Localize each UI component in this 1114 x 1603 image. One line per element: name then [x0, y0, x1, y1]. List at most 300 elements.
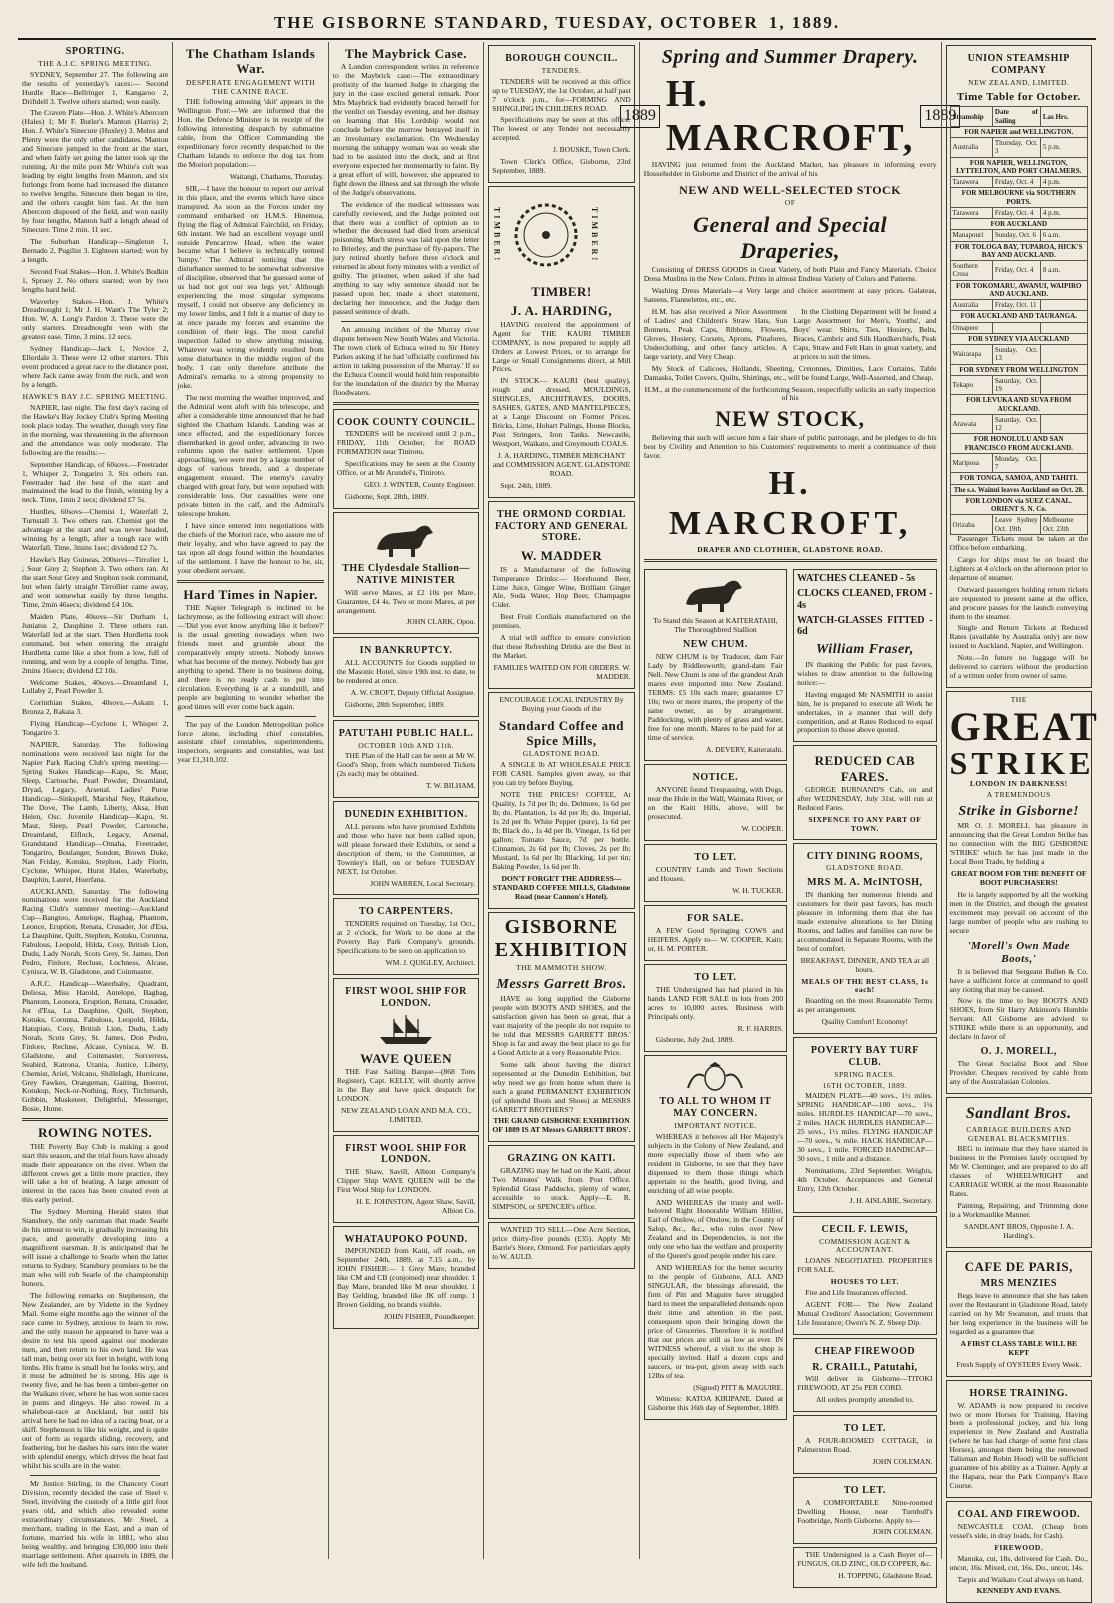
ad-text: IN STOCK— KAURI (best quality), rough and dressed, MOULDINGS, SHINGLES, ARCHITRAVES, DOORS, SASHES, GATES, AND MANTELPIECES, at a Large Discount on Former Prices. Bricks, Lime, Hobart Palings, House Blocks, Post Stringers, Iron Tanks. Newcastle, Westport, Waikato, and Greymouth COALS.: [492, 376, 631, 449]
horse-training-heading: HORSE TRAINING.: [969, 1387, 1068, 1399]
timetable-route-cell: FOR AUCKLAND: [950, 219, 1087, 230]
firewood-ad: [793, 1338, 936, 1412]
land-to-let-ad: [644, 964, 787, 1052]
exhibition-sub: THE MAMMOTH SHOW.: [516, 962, 607, 972]
marcroft-ladies: H.M. has also received a Nice Assortment of Ladies' and Children's Straw Hats, Sun Bonnets, Peak Caps, Ribbons, Flowers, Gloves, Hosiery, Corsets, Aprons, Pinafores, Underclothing, and other fancy articles. A large variety, and Very Cheap.: [643, 306, 788, 361]
ad-agents: NEW ZEALAND LOAN AND M.A. CO., LIMITED.: [341, 1105, 472, 1124]
ad-signature: J. A. HARDING, TIMBER MERCHANT and COMMISSION AGENT, GLADSTONE ROAD.: [492, 451, 631, 478]
timetable-cell: Australia: [950, 138, 992, 158]
coal-heading: COAL AND FIREWOOD.: [957, 1509, 1081, 1521]
ad-text: GEORGE BURNAND'S Cab, on and after WEDNESDAY, July 31st, will run at Reduced Fares.: [797, 785, 933, 812]
timetable-row: [950, 126, 1087, 137]
timetable-cell: [1040, 414, 1087, 434]
to-let-heading: TO LET.: [694, 972, 737, 984]
turf-date: 16TH OCTOBER, 1889.: [822, 1080, 908, 1090]
cafe-de-paris-ad: [946, 1251, 1092, 1377]
ad-text: Outward passengers holding return tickets are requested to present same at the office, and procure passes for the launch conveying them to the steamer.: [949, 584, 1088, 621]
ad-text: Best Fruit Cordials manufactured on the premises.: [492, 612, 631, 631]
ad-text: WHEREAS it behoves all Her Majesty's subjects in the Colony of New Zealand, and more especially those of them who are resident in Gisborne, to see that they have dispensed to them those things which appertain to the health, good living, and enriching of all wise people.: [647, 1131, 784, 1195]
coffee-footer: DON'T FORGET THE ADDRESS— STANDARD COFFEE MILLS, Gladstone Road (near Cannon's Hotel).: [492, 873, 631, 901]
ad-text: AGENT FOR— The New Zealand Mutual Creditors' Association; Government Life Insurance; Owen's N. Z. Sheep Dip.: [797, 1299, 933, 1327]
to-let-heading: TO LET.: [843, 1423, 886, 1435]
timetable-row: [950, 207, 1087, 218]
marcroft-text: Consisting of DRESS GOODS in Great Variety, of both Plain and Fancy Materials. Choice Dress Muslins in the New Colors. Prints in almost Endless Variety of Colors and Patterns.: [643, 265, 937, 284]
dining-rooms-ad: [793, 843, 936, 1035]
timetable-cell: Sunday, Oct. 13: [992, 345, 1040, 365]
drapery-header: Spring and Summer Drapery.: [661, 46, 919, 68]
timetable-row: [950, 515, 1087, 535]
exhibition-footer: THE GRAND GISBORNE EXHIBITION OF 1889 IS AT Messrs GARRETT BROS'.: [492, 1116, 631, 1135]
great-strike-ad: [946, 691, 1099, 1094]
timetable-row: [950, 241, 1087, 261]
hard-times-para: THE Napier Telegraph is inclined to be lachrymose, as the following extract will show:—'Did you ever know anything like it before?' is the usual greeting nowadays when two friends meet and grumble about the comparatively empty streets. Nobody knows what has become of the money. Nobody has got anything to spend. There is no business doing, and there is no ready cash to put into circulation. Everything is at a standstill, and people are beginning to wonder whether the good times will ever come back again.: [177, 603, 324, 711]
carpenters-ad: [333, 898, 479, 974]
divider: [333, 402, 479, 405]
strike-the: THE: [1010, 695, 1027, 705]
trespass-notice-ad: [644, 764, 787, 840]
column-3: [328, 42, 483, 1559]
timetable-row: [950, 219, 1087, 230]
chatham-subheading: DESPERATE ENGAGEMENT WITH THE CANINE RACE.: [185, 77, 316, 96]
ad-text: He is largely supported by all the working men in the District, and though the greatest excitement may prevail on account of the large number of people who are rushing to secure: [949, 889, 1088, 935]
sporting-para: Second Foal Stakes—Hon. J. White's Bodkin 1, Spruey 2. No others started; won by two lengths hard held.: [22, 266, 169, 294]
column-4: [483, 42, 638, 1559]
timber-ad: [488, 186, 634, 498]
marcroft-year: 1889: [920, 105, 960, 128]
firewood-sub: FIREWOOD.: [994, 1542, 1044, 1552]
harding-name: J. A. HARDING,: [510, 303, 613, 319]
timetable-row: [950, 484, 1087, 495]
ad-signature: W. COOPER.: [741, 823, 784, 833]
to-let-ad: [644, 844, 787, 903]
timetable-row: [950, 311, 1087, 322]
ad-signature: JOHN CLARK, Opou.: [406, 617, 476, 627]
chatham-para: The next morning the weather improved, and the Admiral went aloft with his telescope, and after a considerable time announced that he had sighted the Chatham Islands. Landing was at once effected, and the expeditionary forces disembarked in good order, advancing in two columns upon the native settlement. Upon approaching, we were met by a large number of dogs of various breeds, and a desperate engagement ensued. The enemy's cavalry charged with great fury, but were repulsed with considerable loss. Our casualties were one private bitten in the calf, and the Admiral's telescope broken.: [177, 392, 324, 519]
ad-date: Sept. 24th, 1889.: [500, 480, 552, 490]
timetable-row: [950, 230, 1087, 241]
coffee-address: GLADSTONE ROAD.: [522, 749, 601, 759]
dunedin-heading: DUNEDIN EXHIBITION.: [344, 809, 468, 821]
turf-heading: POVERTY BAY TURF CLUB.: [810, 1045, 919, 1068]
ad-text: Fresh Supply of OYSTERS Every Week.: [956, 1359, 1082, 1369]
divider: [22, 1118, 168, 1121]
masthead-title: THE GISBORNE STANDARD, TUESDAY, OCTOBER: [273, 13, 759, 32]
shaw-savill-ad: [333, 1135, 479, 1223]
new-chum-ad: [644, 569, 787, 761]
timetable-cell: Thursday, Oct. 3: [992, 138, 1040, 158]
timetable-cell: Wairarapa: [950, 345, 992, 365]
mcintosh-name: MRS M. A. McINTOSH,: [807, 877, 923, 889]
murray-para: An amusing incident of the Murray river dispute between New South Wales and Victoria. The town clerk of Echuca wired to Sir Henry Parkes asking if he had 'officially confirmed his action in taking possession of the Murray.' If so the Echuca Council would hold him responsible for the inundation of the district by the Murray floodwaters.: [332, 325, 480, 397]
timetable-cell: Mariposa: [950, 453, 992, 473]
divider: [644, 559, 937, 562]
timetable-row: [950, 157, 1087, 177]
ad-date: Gisborne, July 2nd, 1889.: [655, 1035, 735, 1045]
bankruptcy-heading: IN BANKRUPTCY.: [359, 645, 453, 657]
ad-text: All orders promptly attended to.: [816, 1395, 914, 1405]
ad-text: WANTED TO SELL—One Acre Section, price thirty-five pounds (£35). Apply Mr Barrie's Store, Ormond. For particulars apply to W. AULD.: [492, 1224, 631, 1261]
timetable-cell: [992, 322, 1040, 333]
lewis-title: COMMISSION AGENT & ACCOUNTANT.: [819, 1236, 911, 1255]
timetable-cell: Omapere: [950, 322, 992, 333]
police-para: The pay of the London Metropolitan police force alone, including chief constables, assistant chief constables, superintendents, inspectors, sergeants and constables, was last year £1,310,102.: [177, 719, 324, 765]
timetable-cell: 8 a.m.: [1040, 261, 1087, 281]
timetable-cell: Australia: [950, 300, 992, 311]
borough-heading: BOROUGH COUNCIL.: [505, 53, 618, 64]
divider: [341, 321, 471, 322]
new-stock-banner: NEW STOCK,: [715, 406, 866, 432]
turf-club-ad: [793, 1037, 936, 1213]
marcroft-stock-heading: NEW AND WELL-SELECTED STOCK: [679, 183, 902, 198]
for-sale-ad: [644, 905, 787, 961]
ad-text: THE Shaw, Savill, Albion Company's Clipper Ship WAVE QUEEN will be the First Wool Ship for LONDON.: [336, 1167, 476, 1195]
ad-text: ANYONE found Trespassing, with Dogs, near the Hole in the Wall, Waimata River, or on the Kaiti Hills, above, will be prosecuted.: [647, 785, 784, 822]
exhibition-heading: GISBORNE EXHIBITION: [494, 915, 629, 962]
ad-text: Manuka, cut, 18s, delivered for Cash. Do., uncut, 16s. Mixed, cut, 16s. Do., uncut, 14s.: [949, 1553, 1088, 1572]
hawkes-para: Hurdles, 60sovs—Chemist 1, Waterfall 2, Turnstall 3. Two others ran. Chemist got the advantage at the start and was never headed, winning by a length, after a tough race with Waterfall. Time, 3mins 1sec; dividend £2 7s.: [22, 507, 169, 553]
timetable-cell: Tekapo: [950, 375, 992, 395]
timetable-cell: [1040, 453, 1087, 473]
hawkes-para: Welcome Stakes, 40sovs.—Dreamland 1, Lullaby 2, Pearl Powder 3.: [22, 677, 169, 696]
timetable-row: [950, 138, 1087, 158]
watch-repair-ad: [793, 569, 936, 742]
ship-illustration-icon: [376, 1013, 436, 1047]
timetable-cell: Leave Sydney Oct. 19th: [992, 515, 1040, 535]
bankruptcy-ad: [333, 637, 479, 716]
maybrick-para: A London correspondent writes in reference to the Maybrick case:—The extraordinary prolixity of the learned Judge in charging the jury in the case excited general remark. Poor Mrs Maybrick had evidently braced herself for the verdict on Tuesday evening, and her dismay on learning that His Lordship would not conclude before the morrow betrayed itself in an involuntary exclamation. On Wednesday morning the unhappy woman was so weak she had to be assisted into the dock, and at first everyone expected her momentarily to faint. By a great effort of will, however, she appeared to fight down the illness and sat through the whole of the Judge's observations.: [332, 62, 480, 197]
ad-signature: WM. J. QUIGLEY, Architect.: [385, 958, 476, 968]
column-2: [172, 42, 327, 1559]
ad-text: IN thanking her numerous friends and customers for their past favors, has much pleasure in informing them that she has made extensive alterations to her Dining Rooms, and ladies and families can now be accommodated in Separate Rooms, with the best of comfort.: [797, 890, 933, 953]
pitt-maguire-ad: [644, 1055, 787, 1420]
sandlant-ad: [946, 1097, 1092, 1248]
cafe-heading: CAFE DE PARIS,: [964, 1259, 1073, 1274]
marcroft-text: H.M., at the commencement of the forthcoming Season, respectfully solicits an early inspection of his: [644, 384, 936, 403]
sporting-para: SYDNEY, September 27. The following are the results of yesterday's races:— Second Hurdle Race—Bellringer 1, Kangaroo 2, Driftdell 3. Twelve others started; won easily.: [22, 69, 169, 106]
cook-council-ad: [333, 409, 479, 509]
timetable-header-cell: Date of Sailing: [992, 107, 1040, 127]
timber-heading: TIMBER!: [531, 284, 592, 300]
for-sale-heading: FOR SALE.: [687, 913, 744, 925]
cook-council-heading: COOK COUNTY COUNCIL.: [336, 416, 476, 428]
coffee-intro: ENCOURAGE LOCAL INDUSTRY By Buying your Goods of the: [499, 694, 624, 713]
marcroft-text: My Stock of Calicoes, Hollands, Sheeting, Cretonnes, Dimities, Lace Curtains, Table Damasks, Toilet Covers, Quilts, Shirtings, etc., will be found Large, Well-Assorted, and Cheap.: [643, 363, 937, 382]
hawkes-para: September Handicap, of 60sovs.—Freetrader 1, Whisper 2, Tongariro 3. Six others ran. Freetrader had the best of the start and maintained the lead to the finish, winning by a neck. Time, 1min 2 secs; dividend £7 5s.: [22, 459, 169, 505]
timetable-row: [950, 300, 1087, 311]
coffee-heading: Standard Coffee and Spice Mills,: [498, 717, 625, 749]
lewis-name: CECIL F. LEWIS,: [821, 1223, 909, 1235]
hawkes-para: Corinthian Stakes, 40sovs.—Askam 1, Bronza 2, Rakaia 3.: [22, 698, 169, 717]
menzies-name: MRS MENZIES: [980, 1278, 1057, 1290]
timetable-row: [950, 188, 1087, 208]
hawkes-bay-heading: HAWKE'S BAY J.C. SPRING MEETING.: [22, 392, 168, 402]
ad-text: Note.—In future no luggage will be delivered to carriers without the production of a written order from owner of same.: [949, 653, 1088, 681]
to-let-heading: TO LET.: [694, 851, 737, 863]
timetable-route-cell: FOR NAPIER, WELLINGTON, LYTTELTON, AND PORT CHALMERS.: [950, 157, 1087, 177]
watch-price-line: WATCH-GLASSES FITTED - 6d: [797, 614, 933, 638]
timetable-row: [950, 261, 1087, 281]
native-minister-ad: [333, 512, 479, 634]
native-minister-heading: THE Clydesdale Stallion—NATIVE MINISTER: [342, 563, 470, 586]
ad-text: IS a Manufacturer of the following Temperance Drinks:— Horehound Beer, Lime Juice, Ginger Wine, Brilliant Ginger Ale, Soda Water, Hop Beer, Champagne Cider.: [492, 564, 631, 610]
ad-date: Witness: KATOA KIRIPANE. Dated at Gisborne this 16th day of September, 1889.: [647, 1394, 784, 1413]
ad-text: MAIDEN PLATE—40 sovs., 1½ miles. SPRING HANDICAP—100 sovs., 1¼ miles. HURDLES HANDICAP—70 sovs., 2 miles. HACK HURDLES HANDICAP—25 sovs., 1½ miles. FLYING HANDICAP—70 sovs., ¾ mile. HACK HANDICAP—30 sovs., 1 mile. FORCED HANDICAP—30 sovs., 1 mile and a distance.: [797, 1091, 933, 1164]
ad-signature: R. F. HARRIS.: [737, 1023, 784, 1033]
grazing-ad: [488, 1145, 634, 1219]
ad-text: Painting, Repairing, and Trimming done in a Workmanlike Manner.: [949, 1201, 1088, 1220]
borough-sub: TENDERS.: [541, 65, 582, 75]
timetable-cell: Sunday, Oct. 6: [992, 230, 1040, 241]
timetable-route-cell: FOR LONDON via SUEZ CANAL. ORIENT S. N. Co.: [950, 495, 1087, 515]
ad-signature: GEO. J. WINTER, County Engineer.: [364, 480, 476, 490]
column-1: [18, 42, 172, 1569]
sailing-timetable: [950, 106, 1088, 535]
rowing-heading: ROWING NOTES.: [38, 1125, 153, 1141]
ad-text: ALL persons who have promised Exhibits and those who have not been called upon, will please forward their Exhibits, or send a description of them, to the Committee, at Townley's Hall, on or before TUESDAY NEXT, 1st October.: [336, 821, 476, 876]
ad-text: Having engaged Mr NASMITH to assist him, he is prepared to execute all Work he undertakes, in a manner that will defy competition, and at Rates Reduced to equal proportion to those above quoted.: [797, 689, 933, 735]
strike-gisborne: Strike in Gisborne!: [958, 803, 1080, 819]
ad-text: Specifications may be seen at this office. The lowest or any Tender not necessarily accepted.: [492, 115, 631, 143]
timetable-row: [950, 414, 1087, 434]
ad-text: LOANS NEGOTIATED. PROPERTIES FOR SALE.: [797, 1256, 933, 1275]
divider: [185, 716, 315, 717]
timetable-cell: Saturday, Oct. 19: [992, 375, 1040, 395]
ad-text: HAVING received the appointment of Agent for THE KAURI TIMBER COMPANY, is now prepared to supply all Orders at Lowest Prices, or to arrange for Large or Small Consignments direct, at Mill Prices.: [492, 319, 631, 374]
divider: [30, 1475, 160, 1476]
ad-text: Specifications may be seen at the County Office, or at Mr Arundel's, Tiniroto.: [336, 459, 476, 478]
patutahi-heading: PATUTAHI PUBLIC HALL.: [338, 727, 474, 739]
timetable-row: [950, 495, 1087, 515]
notice-heading: NOTICE.: [692, 772, 739, 784]
ad-text: Will serve Mares, at £2 10s per Mare. Guarantee, £4 4s. Two or more Mares, at per arrangement.: [336, 587, 476, 615]
marcroft-name: H. MARCROFT,: [665, 72, 915, 160]
garrett-name: Messrs Garrett Bros.: [496, 976, 627, 992]
strike-sale: GREAT BOOM FOR THE BENEFIT OF BOOT PURCHASERS!: [951, 869, 1087, 887]
ad-text: Now is the time to buy BOOTS AND SHOES, from Sir Harry Atkinson's Humble Servant. All Gisborne are advised to STRIKE while there is an opportunity, and declare in favor of: [949, 996, 1088, 1042]
columns: [18, 42, 1099, 1596]
maybrick-heading: The Maybrick Case.: [345, 46, 468, 61]
hawkes-para: Maiden Plate, 40sovs—Sir Durham 1, Juniatus 2, Dauphine 3. Three others ran. Waterfall led at the start. Then Hurdletta took command, but when entering the straight Hurdletta came like a shot from a low, full of running, and won by a couple of lengths. Time, 2mins 16secs; dividend £2 10s.: [22, 611, 169, 675]
marcroft-address: DRAPER AND CLOTHIER, GLADSTONE ROAD.: [697, 545, 884, 555]
timetable-cell: [1040, 322, 1087, 333]
ormond-cordial-ad: [488, 501, 634, 689]
auckland-para: AUCKLAND, Saturday. The following nominations were received for the Auckland Racing Club's summer meeting:—Auckland Cup—Bangtoo, Antelope, Bagbag, Phantom, Leonce, Eruption, Renata, Crusader, Jot d'Esa, La Dauphine, Quilt, Stephon, Kotuku, Corunna, Fabulous, Leopold, Hilda, Cosy, British Lion, Dudu, Lady Norah, Scots Grey, St. James, Don Pedro, Finlore, Recluse, Lochness, Alcase, Cynisca, W. B. Gladstone, and Coinmaster.: [22, 886, 169, 977]
ajc-subheading: THE A.J.C. SPRING MEETING.: [38, 58, 153, 68]
column-7: [941, 42, 1099, 1596]
rowing-para: The following remarks on Stephenson, the New Zealander, are by Vidette in the Sydney Mail. Some eight months ago the winner of the race came to Sydney, anxious to learn to row, and the only reason he appeared to have was a desire to test his speed against our moderate men, and then return to his own land. He was tall man, being over six feet in height, with long limbs. His frame is small but he looks wiry, and it must be admitted he is strong. His age is twenty five, and he has been a timber-getter on the Waikato river, where he has won some races in punts and dingeys. He also rowed in a whaleboat-race at Auckland, but until his arrival here he had no idea of a racing boat, or a skiff. Stephenson is like his weight, and is quite out of form as regards sliding, recovery, and feathering, but he dashes his oars into the water with splendid energy, which drives the boat fast whilst his sculls are in the water.: [22, 1290, 169, 1471]
ad-text: MR O. J. MORELL has pleasure in announcing that the Great London Strike has no connection with the BIG GISBORNE 'STRIKE' which he has just made in the Local Boot Trade, by holding a: [949, 821, 1088, 867]
timetable-title: Time Table for October.: [956, 91, 1081, 104]
strike-word: STRIKE: [949, 745, 1095, 782]
dining-footer: Quality Comfort! Economy!: [821, 1017, 909, 1027]
marcroft-of: OF: [784, 198, 796, 208]
masthead: [18, 8, 1096, 40]
ad-text: AND WHEREAS for the better security to the people of Gisborne, ALL AND SINGULAR, the blessings aforesaid, the firm of Pitt and Maguire have struggled hard to meet the unparalleled demands upon their time and attention in the past, consequent upon their bringing down the price of Groceries. Therefore it is notified that our prices are still as low as ever. IN WITNESS whereof, a visit to the shop is specially invited. Half a dozen cups and saucers, or tea-pot, given away with each 12lbs of tea.: [647, 1263, 784, 1380]
royal-arms-illustration-icon: [680, 1062, 750, 1092]
wool-ship-heading: FIRST WOOL SHIP FOR LONDON.: [345, 1142, 467, 1166]
ad-signature: FAMILIES WAITED ON FOR ORDERS. W. MADDER.: [493, 663, 631, 681]
timetable-cell: Friday, Oct. 4: [992, 177, 1040, 188]
ad-signature: JOHN WARREN, Local Secretary.: [370, 878, 476, 888]
ad-signature: JOHN FISHER, Poundkeeper.: [384, 1312, 476, 1322]
ad-text: Passenger Tickets must be taken at the Office before embarking.: [949, 533, 1088, 552]
timber-vertical-label: TIMBER!: [590, 207, 600, 264]
cab-sub: SIXPENCE TO ANY PART OF TOWN.: [808, 814, 922, 833]
ad-signature: JOHN COLEMAN.: [872, 1527, 933, 1537]
horse-illustration-icon: [371, 519, 441, 559]
sporting-para: Sydney Handicap—Jack 1, Novice 2, Ellerdale 3. These were 12 other starters. This event produced a great race to the distance post, where Jack came away from the ruck, and won by a length.: [22, 344, 169, 390]
strike-london: LONDON IN DARKNESS!: [969, 779, 1068, 789]
ad-text: THE Undersigned has had placed in his hands LAND FOR SALE in lots from 200 acres to 10,000 acres. Business with Principals only.: [647, 984, 784, 1021]
carpenters-heading: TO CARPENTERS.: [359, 906, 454, 918]
timetable-row: [950, 177, 1087, 188]
chatham-para: SIR,—I have the honour to report our arrival in this place, and the events which have since transpired. As soon as the Forces under my command embarked on H.M.S. Hinemoa, flying the flag of Admiral Fairchild, on Friday, 6th instant. We had an excellent voyage until outside Pencarrow Head, when the water became what I believe is technically termed 'lumpy.' The Admiral noticing that the disturbance seemed to be somewhat subversive of discipline, observed that 'he guessed some of us had not got our sea legs yet.' Although experiencing the most singular symptoms myself, I could not observe any deficiency in my lower limbs, and I felt it a matter of duty to at once parade my forces and examine the condition of their legs. The most careful inspection failed to show anything missing. Whatever was wrong evidently resulted from some disturbance in the middle region of the body. I can only therefore attribute the Admiral's remarks to a strong propensity to joke.: [177, 183, 324, 390]
concern-heading: TO ALL TO WHOM IT MAY CONCERN.: [659, 1096, 772, 1120]
meals-line: MEALS OF THE BEST CLASS, 1s each!: [801, 976, 929, 995]
ad-text: ALL ACCOUNTS for Goods supplied to the Masonic Hotel, since 19th inst. to date, to be rendered at once.: [336, 658, 476, 685]
sawblade-illustration-icon: [506, 190, 586, 280]
ad-date: Gisborne, 28th September, 1889.: [344, 699, 445, 709]
strike-tremendous: A TREMENDOUS: [986, 789, 1051, 799]
ad-text: A COMFORTABLE Nine-roomed Dwelling House, near Turnbull's Footbridge, North Gisborne. Apply to—: [797, 1497, 933, 1525]
marcroft-clothing: In the Clothing Department will be found a Large Assortment for Men's, Youths', and Boys' wear. Shirts, Ties, Hosiery, Belts, Braces, Cambric and Silk Handkerchiefs, Peak Caps, Straw and Felt Hats in great variety, and at prices to suit the times.: [793, 306, 937, 361]
divider: [177, 580, 323, 583]
grazing-heading: GRAZING ON KAITI.: [507, 1153, 616, 1165]
timetable-cell: 4 p.m.: [1040, 207, 1087, 218]
sandlant-heading: Sandlant Bros.: [965, 1104, 1072, 1122]
timetable-row: [950, 395, 1087, 415]
houses-to-let: HOUSES TO LET.: [830, 1277, 899, 1287]
timetable-cell: Orizaba: [950, 515, 992, 535]
morell-boots: 'Morell's Own Made Boots,': [967, 939, 1071, 965]
new-chum-heading: NEW CHUM.: [682, 639, 748, 651]
ad-signature: KENNEDY AND EVANS.: [976, 1586, 1061, 1596]
ad-text: NOTE THE PRICES! COFFEE, At Quality, 1s 7d per lb; do. Delmore, 1s 6d per lb; do. Plantation, 1s 4d per lb; do. Imperial, 1s 2d per lb. White Pepper (pure), 1s 6d per lb; Black do., 1s 4d per lb. Vinegar, 1s 6d per gallon; Tomato Sauce, 7d per bottle. Cinnamon, 2s 6d per lb; Cloves, 2s per lb; Mustard, 1s 6d per lb; Blacking, 1d per tin; Baking Powder, 1s 6d per lb.: [492, 790, 631, 871]
timetable-header-row: [950, 107, 1087, 127]
marcroft-text: Washing Dress Materials—a Very large and choice assortment at easy prices. Galateas, Sateens, Flannelettes, etc., etc.: [643, 285, 937, 304]
chancery-para: Mr Justice Stirling, in the Chancery Court Division, recently decided the case of Steel v. Steel, involving the custody of a little girl four years old, and which also revealed some extraordinary circumstances. Mr Steel, a merchant, trading in the East, and a man of fortune, married his wife in 1881, who also being wealthy, and bringing £30,000 into their marriage settlement. After quarrels in 1889, the wife left the husband.: [22, 1478, 169, 1569]
ad-text: TENDERS will be received at this office up to TUESDAY, the 1st October, at half past 7 o'clock p.m., for—FORMING AND SHINGLING IN CHILDERS ROAD.: [492, 76, 631, 113]
watch-price-line: CLOCKS CLEANED, FROM - 4s: [797, 588, 933, 611]
timetable-route-cell: FOR TONGA, SAMOA, AND TAHITI.: [950, 473, 1087, 484]
concern-sub: IMPORTANT NOTICE.: [674, 1121, 757, 1131]
marcroft-text: Believing that such will secure him a fair share of public patronage, and he pledges to do his best by Civility and Attention to his Customers' requirements to merit a continuance of their favor.: [643, 433, 937, 461]
ad-text: A trial will suffice to ensure conviction that these Refreshing Drinks are the Best in the Market.: [492, 633, 631, 661]
ad-text: A SINGLE lb AT WHOLESALE PRICE FOR CASH. Samples given away, so that you can try before Buying.: [492, 760, 631, 788]
new-chum-intro: To Stand this Season at KAITERATAHI, The Thoroughbred Stallion: [653, 616, 778, 635]
rowing-para: THE Poverty Bay Club is making a good start this season, and the trial fours have already made their appearance on the river. When the different crews get a little more practice, they will take a lot of beating. A large amount of interest in the races has been created even at this early period.: [22, 1141, 169, 1205]
hard-times-heading: Hard Times in Napier.: [183, 586, 318, 602]
ad-text: BEG to intimate that they have started in business in the Premises lately occupied by Mr W. Cleminger, and are prepared to do all classes of WHEELWRIGHT and CARRIAGE WORK at the most Reasonable Rates.: [949, 1144, 1088, 1199]
hawkes-para: Flying Handicap—Cyclone 1, Whisper 2, Tongariro 3.: [22, 719, 169, 738]
ad-text: NEW CHUM is by Traducer, dam Fair Lady by Riddlesworth; grand-dam Fair Nell. New Chum is one of the grandest Arab mares ever imported into New Zealand. TERMS: £5 10s each mare; guarantee £7 10s; two or more mares, the property of the same owner, as by arrangement. Paddocking, with plenty of grass and water, free for one month. Mares to be paid for at time of service.: [647, 651, 784, 742]
maybrick-para: The evidence of the medical witnesses was carefully reviewed, and the Judge pointed out that there was a conflict of opinion as to whether the deceased had died from arsenical poisoning. Much stress was laid upon the letter to Brierley, and the purchase of fly-papers. The jury retired shortly before three o'clock and returned in about forty minutes with a verdict of guilty. The prisoner, when asked if she had anything to say why sentence should not be passed upon her, made a short statement, declaring her innocence, and the Judge then passed sentence of death.: [332, 199, 480, 317]
timetable-route-cell: FOR TOKOMARU, AWANUI, WAIPIRO AND AUCKLAND.: [950, 280, 1087, 300]
timetable-row: [950, 345, 1087, 365]
ad-text: Nominations, 23rd September. Weights, 4th October. Acceptances and General Entry, 12th October.: [797, 1166, 933, 1193]
patutahi-dates: OCTOBER 10th AND 11th.: [358, 740, 454, 750]
timetable-route-cell: FOR AUCKLAND AND TAURANGA.: [950, 311, 1087, 322]
ad-text: NEWCASTLE COAL (Cheap from vessel's side, in dray loads, for Cash).: [949, 1521, 1088, 1540]
timetable-cell: [1040, 375, 1087, 395]
timetable-row: [950, 375, 1087, 395]
ad-signature: W. H. TUCKER.: [732, 885, 784, 895]
pound-ad: [333, 1226, 479, 1329]
pound-heading: WHATAUPOKO POUND.: [344, 1233, 468, 1245]
timetable-cell: [1040, 345, 1087, 365]
cafe-table: A FIRST CLASS TABLE WILL BE KEPT: [960, 1338, 1078, 1357]
timetable-route-cell: The s.s. Wainui leaves Auckland on Oct. 28.: [950, 484, 1087, 495]
sporting-heading: SPORTING.: [65, 46, 125, 57]
cab-fares-ad: [793, 745, 936, 839]
dining-address: GLADSTONE ROAD.: [826, 863, 904, 873]
ad-text: Boarding on the most Reasonable Terms as per arrangement.: [797, 996, 933, 1015]
timetable-row: [950, 473, 1087, 484]
timetable-cell: [1040, 300, 1087, 311]
ad-signature: JOHN COLEMAN.: [872, 1456, 933, 1466]
timetable-route-cell: FOR NAPIER and WELLINGTON.: [950, 126, 1087, 137]
timetable-header-cell: Steamship: [950, 107, 992, 127]
ad-text: THE Undersigned is a Cash Buyer of— FUNGUS, OLD ZINC, OLD COPPER, &c.: [797, 1550, 933, 1569]
ad-text: HAVE so long supplied the Gisborne people with BOOTS AND SHOES, and the satisfaction given has been so great, that a vast majority of the people do not require to be told that MESSRS GARRETT BROS.' Shop is far and away the best place to go for a Good Article at a very Reasonable Price.: [492, 994, 631, 1057]
hawkes-para: NAPIER, Saturday. The following nominations were received last night for the Napier Park Racing Club's spring meeting:—Spring Stakes Handicap—Kapu, St. Maur, Sleep, Cartouche, Pearl Powder, Dreamland, Dryad, Legacy, Arsenal. Ladies' Purse Handicap—Sinkspell, Marshal Ney, Rakehou, The Dove, The Lamb, Liberty, Aksa, Hutt Helen, Osc. Juvenile Handicap—Kapu, St. Maur, Sleep, Pearl Powder, Cartouche, Dreamland, Elflock, Legacy, Arsenal, Grandstand Handicap—Omaha, Freetrader, Tongariro, Boulanger, Sondon, Brown Duke, Nan Friday, Kotuku, Stephon, Lady Florin, Cyclone, Whisper, Hurst Hales, Waterbaby, Dauphin, Laurel, Huerfana.: [22, 740, 169, 884]
timetable-route-cell: FOR HONOLULU AND SAN FRANCISCO FROM AUCKLAND.: [950, 434, 1087, 454]
union-sub: NEW ZEALAND, LIMITED.: [968, 77, 1070, 87]
timetable-cell: Southern Cross: [950, 261, 992, 281]
timetable-cell: Tarawera: [950, 207, 992, 218]
ad-text: W. ADAMS is now prepared to receive two or more Horses for Training. Having been a professional jockey, and his long experience in New Zealand and Australia (where he has had charge of some first class Horses), amongst them being the renowned Talisman and Robin Hood) will be sufficient guarantee of his ability as a Trainer. Apply at the Hapara, near the Park Company's Race Course.: [949, 1400, 1088, 1491]
ad-text: Single and Return Tickets at Reduced Rates (available by Australia only) are now issued to Auckland, Napier, and Wellington.: [949, 623, 1088, 651]
ad-date: Gisborne, Sept. 28th, 1889.: [344, 492, 429, 502]
fungus-buyer-ad: [793, 1547, 936, 1588]
ad-text: TENDERS required on Tuesday, 1st Oct., at 2 o'clock, for Work to be done at the Poverty Bay Park Company's grounds. Specifications to be seen on application to: [336, 919, 476, 956]
borough-council-ad: [488, 45, 634, 183]
timetable-cell: Saturday, Oct. 12: [992, 414, 1040, 434]
union-steamship-ad: [946, 45, 1092, 688]
chatham-dateline: Waitangi, Chathams, Thursday.: [229, 171, 324, 181]
ad-text: THE Fast Sailing Barque—(868 Tons Register), Capt. KELLY, will shortly arrive in the Bay and have quick despatch for LONDON.: [336, 1066, 476, 1103]
ad-text: IMPOUNDED from Kaiti, off roads, on September 24th, 1889, at 7.15 a.m., by JOHN FISHER:— 1 Grey Mare, branded like CM and CB (conjoined) near shoulder. 1 Bay Mare, branded like M near shoulder. 1 Bay Gelding, branded like JK off rump. 1 Brown Gelding, no brands visible.: [336, 1246, 476, 1310]
ad-signature: A. DEVERY, Kaiteratahi.: [705, 744, 784, 754]
ad-text: The Great Socialist Boot and Shoe Provider. Cheques received by cable from any of the Australasian Colonies.: [949, 1059, 1088, 1086]
timetable-row: [950, 453, 1087, 473]
ad-text: GRAZING may be had on the Kaiti, about Two Minutes' Walk from Post Office. Splendid Grass Paddocks, plenty of water, accessible to stock. Apply—E. R. SIMPSON, or SPENCER's office.: [492, 1166, 631, 1211]
hawkes-para: NAPIER, last night. The first day's racing of the Hawke's Bay Jockey Club's Spring Meeting took place today. The weather, though very fine in the morning, was threatening in the afternoon and the attendance was only moderate. The following are the results:—: [22, 402, 169, 457]
ad-text: Fire and Life Insurances effected.: [805, 1288, 908, 1298]
marcroft-intro: HAVING just returned from the Auckland Market, has pleasure in informing every Householder in Gisborne and District of the arrival of his: [643, 160, 937, 179]
ad-text: It is believed that Sergeant Bullen & Co. have a sufficient force at command to quell any rioting that may be caused.: [949, 966, 1088, 994]
to-let-heading: TO LET.: [843, 1484, 886, 1496]
timber-vertical-label: TIMBER!: [492, 207, 502, 264]
timetable-cell: Manapouri: [950, 230, 992, 241]
ad-text: BREAKFAST, DINNER, AND TEA at all hours.: [800, 955, 930, 974]
timetable-cell: 5 p.m.: [1040, 138, 1087, 158]
sandlant-sub: CARRIAGE BUILDERS AND GENERAL BLACKSMITHS.: [966, 1124, 1072, 1143]
masthead-date: 1, 1889.: [768, 13, 841, 32]
timetable-route-cell: FOR TOLOGA BAY, TUPAROA, HICK'S BAY AND AUCKLAND.: [950, 241, 1087, 261]
timetable-row: [950, 333, 1087, 344]
firewood-heading: CHEAP FIREWOOD: [814, 1345, 916, 1357]
timetable-header-cell: Las Hrs.: [1040, 107, 1087, 127]
timetable-cell: Friday, Oct. 4: [992, 261, 1040, 281]
ad-text: A FEW Good Springing COWS and HEIFERS. Apply to— W. COOPER, Kaiti; or, H. M. PORTER.: [647, 926, 784, 954]
horse-illustration-icon: [680, 576, 750, 614]
ad-text: Will deliver in Gisborne—TITOKI FIREWOOD, AT 25s PER CORD.: [797, 1374, 933, 1393]
timetable-cell: Arawata: [950, 414, 992, 434]
wool-ship-heading: FIRST WOOL SHIP FOR LONDON.: [345, 985, 467, 1009]
timetable-row: [950, 434, 1087, 454]
chatham-para: I have since entered into negotiations with the chiefs of the Moriori race, who assure me of their loyalty, and who have agreed to pay the tax upon all dogs found within the boundaries of the settlement. I have the honour to be, sir, your obedient servant.: [177, 521, 324, 575]
